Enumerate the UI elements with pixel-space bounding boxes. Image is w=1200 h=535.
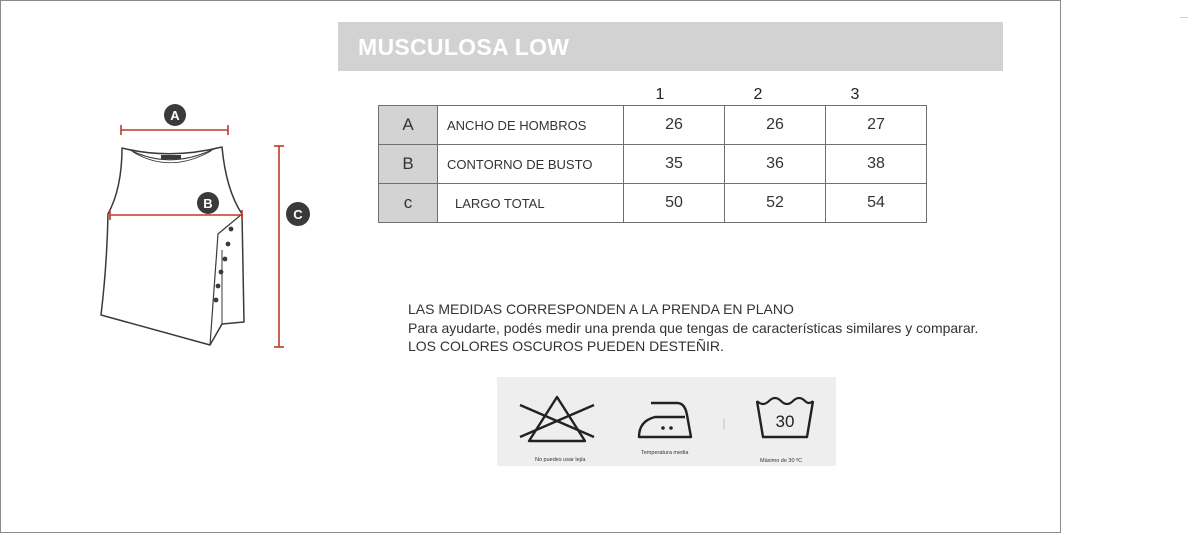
care-caption: No puedes usar lejía xyxy=(535,457,586,463)
table-cell: 35 xyxy=(624,145,725,184)
page-title: MUSCULOSA LOW xyxy=(358,34,570,60)
title-bar xyxy=(338,22,1003,71)
marker-c xyxy=(286,202,310,226)
row-label: CONTORNO DE BUSTO xyxy=(438,145,624,184)
care-caption: Máximo de 30 ºC xyxy=(760,458,803,464)
row-label: ANCHO DE HOMBROS xyxy=(438,106,624,145)
separator xyxy=(723,419,725,429)
table-cell: 26 xyxy=(624,106,725,145)
care-instructions xyxy=(497,377,836,466)
note-line: LAS MEDIDAS CORRESPONDEN A LA PRENDA EN PLANO xyxy=(408,301,794,317)
table-row xyxy=(379,106,927,145)
table-cell: 52 xyxy=(725,184,826,223)
measure-line-a xyxy=(121,125,228,135)
measurement-notes xyxy=(408,300,978,356)
table-row xyxy=(379,145,927,184)
table-row xyxy=(379,184,927,223)
table-cell: 54 xyxy=(826,184,927,223)
neck-label xyxy=(161,155,181,159)
size-header-2: 2 xyxy=(753,86,763,103)
svg-text:A: A xyxy=(170,108,180,123)
measure-line-c xyxy=(274,146,284,347)
note-line: Para ayudarte, podés medir una prenda que tengas de características similares y comparar. xyxy=(408,319,979,336)
size-header-1: 1 xyxy=(655,86,665,103)
svg-text:C: C xyxy=(293,207,303,222)
size-header-3: 3 xyxy=(850,86,860,103)
row-key: B xyxy=(379,145,438,184)
marker-b xyxy=(197,192,219,214)
wash-30-icon xyxy=(753,395,817,441)
iron-medium-icon xyxy=(635,395,695,441)
care-caption: Temperatura media xyxy=(641,450,689,456)
table-cell: 38 xyxy=(826,145,927,184)
table-cell: 50 xyxy=(624,184,725,223)
garment-illustration xyxy=(0,0,330,380)
size-table xyxy=(378,105,927,223)
table-cell: 36 xyxy=(725,145,826,184)
row-label: LARGO TOTAL xyxy=(438,184,624,223)
corner-mark xyxy=(1180,17,1188,18)
note-line: LOS COLORES OSCUROS PUEDEN DESTEÑIR. xyxy=(408,338,724,354)
marker-a xyxy=(164,104,186,126)
no-bleach-icon xyxy=(517,393,597,445)
table-cell: 27 xyxy=(826,106,927,145)
row-key: A xyxy=(379,106,438,145)
tank-top-outline xyxy=(101,147,244,345)
svg-text:30: 30 xyxy=(775,412,795,431)
svg-text:B: B xyxy=(203,196,213,211)
table-cell: 26 xyxy=(725,106,826,145)
row-key: c xyxy=(379,184,438,223)
